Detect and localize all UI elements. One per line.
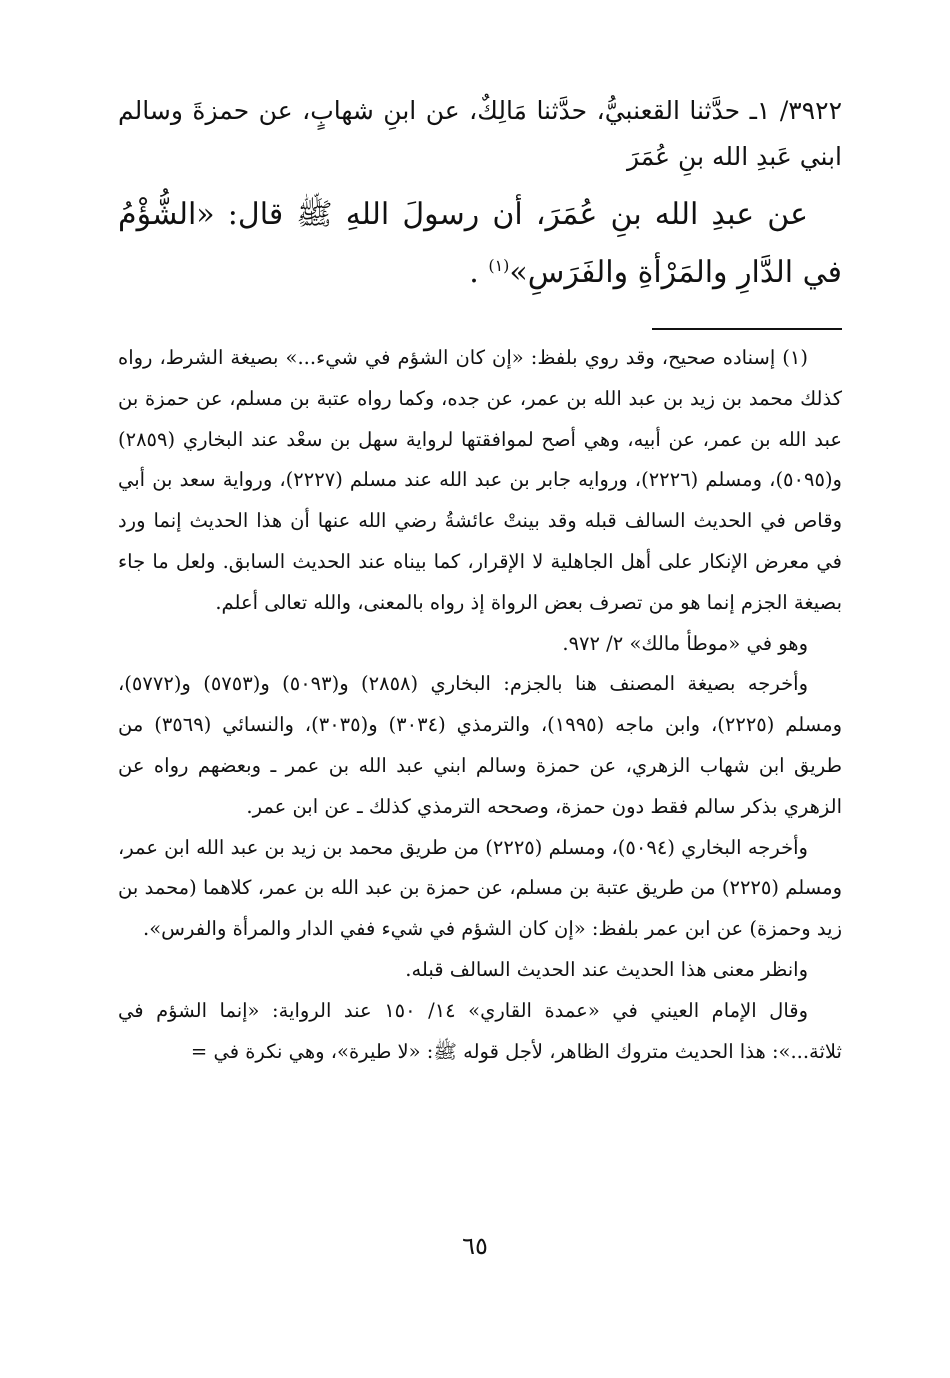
footnote-paragraph: (١) إسناده صحيح، وقد روي بلفظ: «إن كان الشؤم في شيء...» بصيغة الشرط، رواه كذلك محمد بن زيد بن عبد الله بن عمر، عن جده، وكما رواه عتبة بن مسلم، عن حمزة بن عبد الله بن عمر، عن أبيه، وهي أصح لموافقتها لرواية سهل بن سعْد عند البخاري (٢٨٥٩) و(٥٠٩٥)، ومسلم (٢٢٢٦)، وروايه جابر بن عبد الله عند مسلم (٢٢٢٧)، ورواية سعد بن أبي وقاص في الحديث السالف قبله وقد بينتْ عائشةُ رضي الله عنها أن هذا الحديث إنما ورد في معرض الإنكار على أهل الجاهلية لا الإقرار، كما بيناه عند الحديث السابق. ولعل ما جاء بصيغة الجزم إنما هو من تصرف بعض الرواة إذ رواه بالمعنى، والله تعالى أعلم.: [118, 346, 842, 614]
footnotes-section: [118, 338, 842, 1072]
footnote-paragraph: وانظر معنى هذا الحديث عند الحديث السالف قبله.: [405, 957, 808, 981]
page-number: ٦٥: [462, 1232, 488, 1260]
hadith-isnad: ٣٩٢٢/ ١ـ حدَّثنا القعنبيُّ، حدَّثنا مَالِكٌ، عن ابنِ شهابٍ، عن حمزةَ وسالم ابني عَبدِ الله بنِ عُمَرَ: [118, 96, 842, 171]
page-content: [118, 88, 842, 1072]
hadith-matn-text: عن عبدِ الله بنِ عُمَرَ، أن رسولَ اللهِ ﷺ قال: «الشُّؤْمُ في الدَّارِ والمَرْأةِ والفَرَسِ»: [118, 197, 842, 290]
footnote-paragraph: وقال الإمام العيني في «عمدة القاري» ١٤/ ١٥٠ عند الرواية: «إنما الشؤم في ثلاثة...»: هذا الحديث متروك الظاهر، لأجل قوله ﷺ: «لا طيرة»، وهي نكرة في =: [118, 998, 842, 1063]
footnote-paragraph: وأخرجه البخاري (٥٠٩٤)، ومسلم (٢٢٢٥) من طريق محمد بن زيد بن عبد الله ابن عمر، ومسلم (٢٢٢٥) من طريق عتبة بن مسلم، عن حمزة بن عبد الله بن عمر، كلاهما (محمد بن زيد وحمزة) عن ابن عمر بلفظ: «إن كان الشؤم في شيء ففي الدار والمرأة والفرس».: [118, 835, 842, 941]
footnote-reference[interactable]: (١): [488, 256, 510, 275]
hadith-matn: [118, 186, 842, 302]
footnote-paragraph: وهو في «موطأ مالك» ٢/ ٩٧٢.: [562, 631, 808, 655]
hadith-matn-end: .: [469, 255, 479, 290]
footnote-paragraph: وأخرجه بصيغة المصنف هنا بالجزم: البخاري (٢٨٥٨) و(٥٠٩٣) و(٥٧٥٣) و(٥٧٧٢)، ومسلم (٢٢٢٥)، وابن ماجه (١٩٩٥)، والترمذي (٣٠٣٤) و(٣٠٣٥)، والنسائي (٣٥٦٩) من طريق ابن شهاب الزهري، عن حمزة وسالم ابني عبد الله بن عمر ـ وبعضهم رواه عن الزهري بذكر سالم فقط دون حمزة، وصححه الترمذي كذلك ـ عن ابن عمر.: [118, 672, 842, 818]
footnote-divider: [652, 328, 842, 330]
